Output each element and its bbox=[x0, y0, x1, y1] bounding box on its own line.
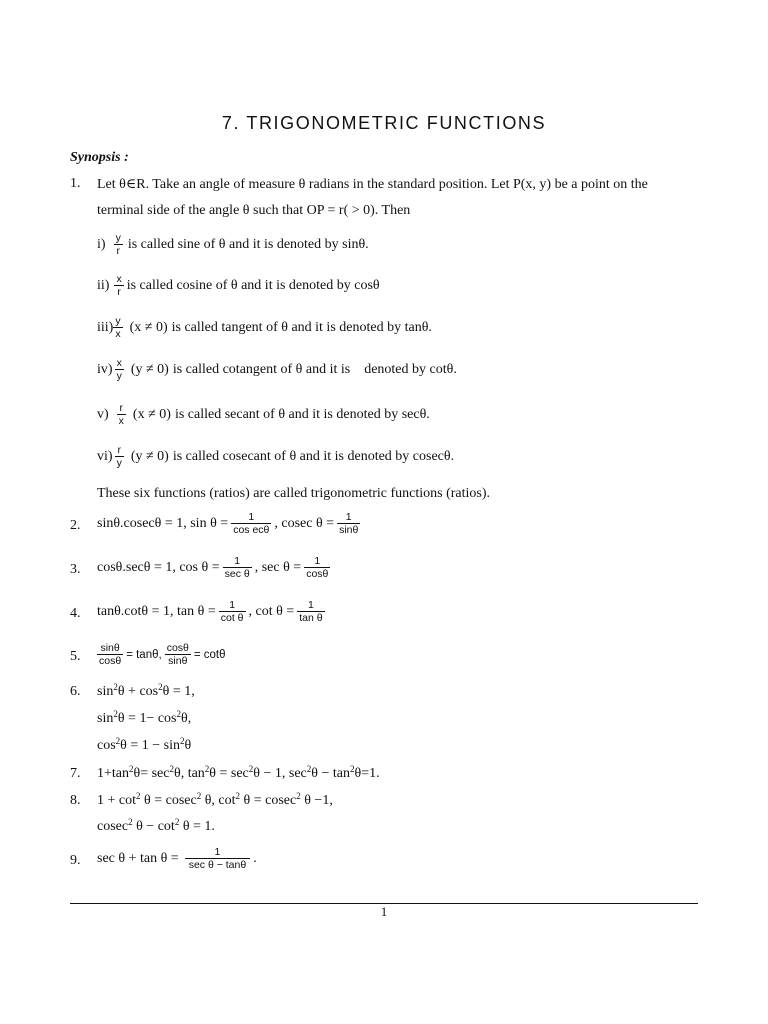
fraction bbox=[219, 599, 246, 624]
identity-quotient bbox=[97, 642, 226, 667]
fraction bbox=[114, 232, 123, 257]
identity-text: , cosec θ = bbox=[274, 515, 335, 531]
numerator: 1 bbox=[345, 511, 352, 523]
identity-tan-cot bbox=[97, 599, 328, 624]
numerator: x bbox=[116, 273, 122, 285]
fraction bbox=[115, 357, 124, 382]
denominator: x bbox=[115, 328, 121, 340]
def-text: is called sine of θ and it is denoted by sinθ. bbox=[127, 236, 369, 252]
item-number-9: 9. bbox=[70, 853, 81, 868]
numerator: y bbox=[115, 315, 121, 327]
identity-sin-cosec bbox=[97, 511, 363, 536]
item-number-1: 1. bbox=[70, 176, 81, 191]
synopsis-heading: Synopsis : bbox=[70, 150, 129, 165]
denominator: cosθ bbox=[99, 655, 122, 667]
item1-line2: terminal side of the angle θ such that OP = r( > 0). Then bbox=[97, 203, 411, 218]
fraction bbox=[231, 511, 271, 536]
fraction bbox=[114, 273, 123, 298]
denominator: cot θ bbox=[220, 612, 244, 624]
identity-text: = tanθ, bbox=[126, 648, 162, 661]
denominator: sinθ bbox=[165, 654, 191, 667]
definition-cosine bbox=[97, 273, 380, 298]
def-text: is called tangent of θ and it is denoted by tanθ. bbox=[171, 319, 432, 335]
def-condition: (y ≠ 0) bbox=[130, 448, 169, 464]
fraction bbox=[185, 846, 251, 871]
denominator: sinθ bbox=[339, 524, 359, 536]
def-text: is called secant of θ and it is denoted by secθ. bbox=[174, 406, 430, 422]
definition-tangent bbox=[97, 315, 432, 340]
numerator: sinθ bbox=[100, 642, 120, 654]
def-label: iii) bbox=[97, 319, 114, 335]
numerator: 1 bbox=[248, 511, 255, 523]
def-condition: (x ≠ 0) bbox=[132, 406, 171, 422]
item-number-2: 2. bbox=[70, 518, 81, 533]
identity-text: , sec θ = bbox=[254, 559, 302, 575]
item-number-5: 5. bbox=[70, 649, 81, 664]
item-number-3: 3. bbox=[70, 562, 81, 577]
definition-secant bbox=[97, 402, 430, 427]
item1-closing: These six functions (ratios) are called trigonometric functions (ratios). bbox=[97, 486, 491, 501]
pythagorean-identity-1: $\sin^2\theta + \cos^2\theta = 1$, bbox=[97, 682, 195, 699]
fraction bbox=[223, 555, 252, 580]
def-label: vi) bbox=[97, 448, 113, 464]
fraction bbox=[337, 511, 360, 536]
denominator: cosθ bbox=[306, 568, 329, 580]
identity-text: , cot θ = bbox=[248, 603, 295, 619]
denominator: y bbox=[116, 370, 122, 382]
identity-text: tanθ.cotθ = 1, tan θ = bbox=[97, 603, 216, 619]
denominator: r bbox=[114, 285, 123, 298]
identity-sec-plus-tan bbox=[97, 846, 257, 871]
pythagorean-identity-2: $\sin^2\theta = 1- \cos^2\theta$, bbox=[97, 709, 192, 726]
fraction bbox=[117, 402, 126, 427]
numerator: x bbox=[116, 357, 122, 369]
denominator: y bbox=[116, 457, 122, 469]
fraction bbox=[304, 555, 330, 580]
identity-text: sec θ + tan θ = bbox=[97, 850, 179, 866]
identity-text: cosθ.secθ = 1, cos θ = bbox=[97, 559, 220, 575]
denominator: sec θ bbox=[224, 568, 250, 580]
pythagorean-identity-3: $\cos^2\theta = 1 - \sin^2\theta$ bbox=[97, 736, 192, 753]
def-label: v) bbox=[97, 406, 109, 422]
def-text: is called cosine of θ and it is denoted by cosθ bbox=[126, 277, 380, 293]
identity-cos-sec bbox=[97, 555, 333, 580]
definition-cosecant bbox=[97, 444, 454, 469]
def-label: ii) bbox=[97, 277, 110, 293]
fraction bbox=[115, 444, 124, 469]
numerator: r bbox=[117, 444, 121, 456]
def-text: is called cosecant of θ and it is denoted by cosecθ. bbox=[172, 448, 455, 464]
identity-text: = cotθ bbox=[193, 648, 226, 661]
item1-line1: Let θ∈R. Take an angle of measure θ radians in the standard position. Let P(x, y) be a point on the bbox=[97, 177, 648, 192]
denominator: tan θ bbox=[299, 612, 323, 624]
fraction bbox=[113, 315, 122, 340]
definition-sine bbox=[97, 232, 369, 257]
def-label: i) bbox=[97, 236, 106, 252]
item-number-7: 7. bbox=[70, 766, 81, 781]
fraction bbox=[297, 599, 324, 624]
denominator: cos ecθ bbox=[233, 524, 270, 536]
identity-cosec-cot: cosec$^2$ $\theta - \cot^2 \theta = 1$. bbox=[97, 817, 215, 834]
item-number-4: 4. bbox=[70, 606, 81, 621]
identity-tan-sec: $1+\tan^2\theta= \sec^2\theta$, $\tan^2\theta = \sec^2\theta - 1$, $\sec^2\theta - \tan^2\theta=1$. bbox=[97, 764, 380, 781]
denominator: x bbox=[118, 415, 124, 427]
page-title: 7. TRIGONOMETRIC FUNCTIONS bbox=[221, 113, 547, 133]
identity-text: . bbox=[253, 850, 257, 866]
numerator: y bbox=[115, 232, 121, 244]
identity-text: sinθ.cosecθ = 1, sin θ = bbox=[97, 515, 229, 531]
def-text: is called cotangent of θ and it is denoted by cotθ. bbox=[172, 361, 457, 377]
def-condition: (x ≠ 0) bbox=[129, 319, 168, 335]
def-label: iv) bbox=[97, 361, 113, 377]
page-number: 1 bbox=[380, 904, 388, 919]
numerator: 1 bbox=[234, 555, 241, 567]
identity-cot-cosec: $1 + \cot^2 \theta = cosec^2$ θ, $\cot^2 \theta = cosec^2$ θ −1, bbox=[97, 791, 333, 808]
denominator: sec θ − tanθ bbox=[185, 858, 251, 871]
item-number-6: 6. bbox=[70, 684, 81, 699]
definition-cotangent bbox=[97, 357, 457, 382]
fraction bbox=[97, 642, 123, 667]
fraction bbox=[165, 642, 191, 667]
numerator: 1 bbox=[214, 846, 221, 858]
numerator: 1 bbox=[307, 599, 314, 611]
numerator: cosθ bbox=[166, 642, 189, 654]
numerator: 1 bbox=[229, 599, 236, 611]
item-number-8: 8. bbox=[70, 793, 81, 808]
numerator: 1 bbox=[314, 555, 321, 567]
numerator: r bbox=[119, 402, 124, 414]
denominator: r bbox=[114, 244, 123, 257]
def-condition: (y ≠ 0) bbox=[130, 361, 169, 377]
